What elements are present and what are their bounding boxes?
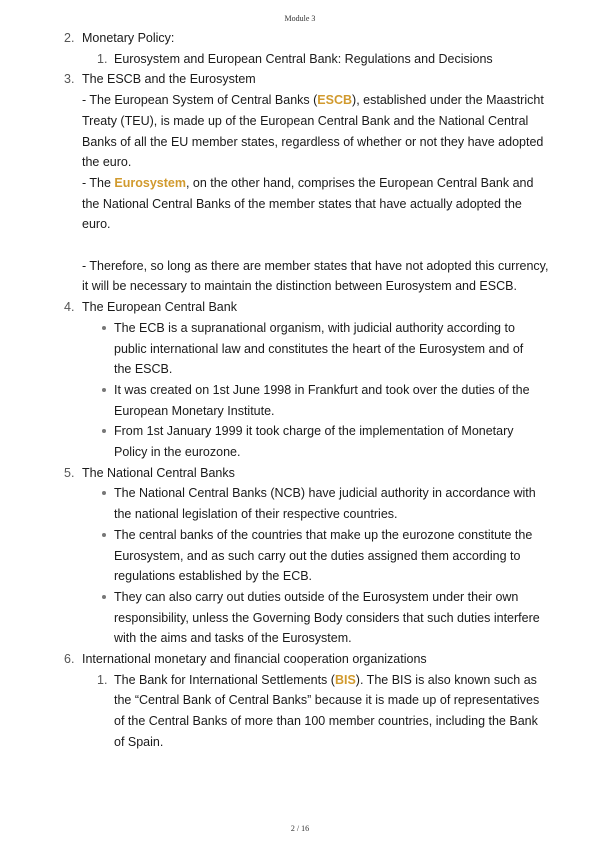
text: ), established under the Maastricht Treaty (TEU), is made up of the European Central Bank and the National Central Banks of all the EU member states, regardless of whether or not they have adopted the euro. xyxy=(82,93,544,170)
sub-item-text: Eurosystem and European Central Bank: Regulations and Decisions xyxy=(114,51,493,66)
section-ncb xyxy=(0,463,552,484)
bullet-icon xyxy=(102,595,106,599)
text: , on the other hand, comprises the European Central Bank and the National Central Banks of the member states that have actually adopted the euro. xyxy=(82,175,534,232)
text: The Bank for International Settlements ( xyxy=(114,672,335,687)
section-international xyxy=(0,649,552,670)
list-item xyxy=(0,483,544,524)
list-item xyxy=(0,318,544,380)
highlight-escb: ESCB xyxy=(317,93,353,108)
list-item-text: It was created on 1st June 1998 in Frankfurt and took over the duties of the European Monetary Institute. xyxy=(114,382,530,418)
document-body xyxy=(0,28,600,753)
list-item xyxy=(0,380,544,421)
list-item-text: The central banks of the countries that make up the eurozone constitute the Eurosystem, and as such carry out the duties assigned them according to regulations established by the ECB. xyxy=(114,527,533,584)
bullet-icon xyxy=(102,326,106,330)
list-item xyxy=(0,525,544,587)
list-item xyxy=(0,587,544,649)
section-number: 2. xyxy=(64,31,75,45)
section-title: Monetary Policy: xyxy=(82,31,175,45)
bullet-icon xyxy=(102,388,106,392)
list-item-text: They can also carry out duties outside of the Eurosystem under their own responsibility, unless the Governing Body considers that such duties interfere with the aims and tasks of the Eurosystem. xyxy=(114,589,540,646)
text: - The xyxy=(82,175,115,190)
ncb-bullet-list xyxy=(0,483,600,649)
sub-item xyxy=(0,49,544,70)
bullet-icon xyxy=(102,491,106,495)
sub-item-number: 1. xyxy=(97,51,108,66)
highlight-bis: BIS xyxy=(334,672,356,687)
section-ecb xyxy=(0,297,552,318)
section-number: 3. xyxy=(64,72,75,87)
sub-item-number: 1. xyxy=(97,672,108,687)
ecb-bullet-list xyxy=(0,318,600,463)
section-escb xyxy=(0,69,552,90)
paragraph-therefore: - Therefore, so long as there are member states that have not adopted this currency, it will be necessary to maintain the distinction between Eurosystem and ESCB. xyxy=(82,258,549,294)
paragraph-eurosystem xyxy=(0,173,552,235)
section-number: 5. xyxy=(64,465,75,480)
text: ). The BIS is also known such as the “Central Bank of Central Banks” because it is made up of representatives of the Central Banks of more than 100 member countries, including the Bank of Spain. xyxy=(114,672,540,749)
section-title: The European Central Bank xyxy=(82,300,237,315)
paragraph-escb xyxy=(0,90,552,173)
bullet-icon xyxy=(102,429,106,433)
list-item-text: The ECB is a supranational organism, with judicial authority according to public international law and constitutes the heart of the Eurosystem and of the ESCB. xyxy=(114,320,524,377)
section-number: 4. xyxy=(64,300,75,315)
page-number: 2 / 16 xyxy=(290,824,310,833)
spacer xyxy=(0,235,600,256)
list-item-text: From 1st January 1999 it took charge of the implementation of Monetary Policy in the eurozone. xyxy=(114,424,514,460)
section-monetary-policy xyxy=(0,28,552,49)
bullet-icon xyxy=(102,533,106,537)
sub-item xyxy=(0,670,544,753)
text: - The European System of Central Banks ( xyxy=(82,93,318,108)
section-title: The ESCB and the Eurosystem xyxy=(82,72,256,87)
section-title: International monetary and financial cooperation organizations xyxy=(82,652,427,667)
list-item xyxy=(0,421,544,462)
highlight-eurosystem: Eurosystem xyxy=(114,175,186,190)
section-title: The National Central Banks xyxy=(82,465,235,480)
section-number: 6. xyxy=(64,652,75,667)
page-header: Module 3 xyxy=(284,14,316,23)
list-item-text: The National Central Banks (NCB) have judicial authority in accordance with the national legislation of their respective countries. xyxy=(114,486,536,522)
